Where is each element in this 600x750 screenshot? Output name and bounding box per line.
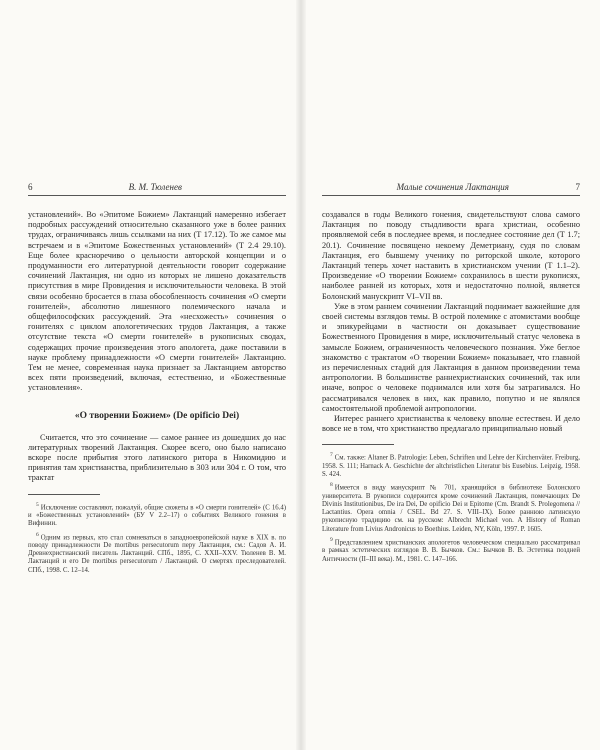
right-page: [322, 182, 580, 566]
footnote-number: 6: [36, 531, 39, 538]
book-gutter: [296, 0, 306, 750]
footnote-text: Одним из первых, кто стал сомневаться в западноевропейской науке в XIX в. по поводу принадлежности De mortibus persecutorum перу Лактанция, см.: Садов А. И. Древнехристианский писатель Лактанций. СПб., 1895, С. XXII–XXV. Тюленев В. М. Лактанций и его De mortibus persecutorum / Лактанций. О смертях преследователей. СПб., 1998. С. 12–14.: [28, 533, 286, 574]
footnote-text: См. также: Altaner B. Patrologie: Leben, Schriften und Lehre der Kirchenväter. Freiburg, 1958. S. 111; Harnack A. Geschichte der altchristlichen Literatur bis Eusebius. Leipzig, 1958. S. 424.: [322, 454, 580, 479]
right-footnote-7: [322, 451, 580, 479]
section-heading: «О творении Божием» (De opificio Dei): [74, 410, 240, 421]
left-footnote-rule: [28, 494, 100, 495]
footnote-number: 9: [330, 536, 333, 543]
left-paragraph-1: установлений». Во «Эпитоме Божием» Лактанций намеренно избегает подробных рассуждений относительно сказанного уже в более ранних трудах, ограничиваясь лишь ссылками на них (Т 17.12). То же самое мы встречаем и в «Эпитоме Божественных установлений» (Т 2.4 29.10). Еще более красноречиво о цельности авторской концепции и о продуманности его литературной деятельности говорит содержание сочинений Лактанция, ни одно из которых не лишено доказательств присутствия в мире Провидения и исключительности человека. В этой связи особенно бросается в глаза обособленность сочинения «О смерти гонителей», абсолютно лишенного полемического начала и общефилософских рассуждений. Эта «несхожесть» сочинения о гонителях с циклом апологетических трудов Лактанция, а также отсутствие текста «О смерти гонителей» в рукописных сводах, содержащих прочие произведения этого апологета, даже поставили в науке проблему принадлежности «О смерти гонителей» Лактанцию. Тем не менее, современная наука признает за Лактанцием авторство всех пяти произведений, включая, естественно, и «Божественные установления».: [28, 210, 286, 393]
right-running-title: Малые сочинения Лактанция: [396, 182, 509, 192]
footnote-text: Имеется в виду манускрипт № 701, хранящийся в библиотеке Болонского университета. В рукописи содержится кроме сочинений Лактанция, помечающих De Divinis Institutionibus, De ira Dei, De opificio Dei и Epitome (Cm. Brandt S. Prolegomena // Lactantius. Opera omnia / CSEL. Bd 27. S. VIII–IX). Более раннюю латинскую рукописную традицию см. на русском: Albrecht Michael von. A History of Roman Literature from Livius Andronicus to Boethius. Leiden, NY, Köln, 1997. P. 1605.: [322, 484, 580, 533]
right-footnote-rule: [322, 444, 394, 445]
footnote-number: 8: [330, 482, 333, 489]
left-page-number: 6: [28, 182, 33, 192]
right-paragraph-1: создавался в годы Великого гонения, свидетельствуют слова самого Лактанция по поводу стыдливости врага христиан, особенно проявляемой себя в последнее время, и последнее состояние дел (Т 1.7; 20.1). Сочинение посвящено некоему Деметриану, судя по словам Лактанция, его бывшему ученику по риторской школе, которого Лактанций теперь хочет наставить в христианском учении (Т 1.1–2). Произведение «О творении Божием» сохранилось в шести рукописях, наиболее ранней из которых, хотя и недостаточно полной, является Болонский манускрипт VI–VII вв.: [322, 210, 580, 301]
right-running-head: [322, 182, 580, 196]
left-running-title: В. М. Тюленев: [128, 182, 182, 192]
left-page: [28, 182, 286, 577]
left-paragraph-2: Считается, что это сочинение — самое раннее из дошедших до нас литературных творений Лактанция. Скорее всего, оно было написано вскоре после прибытия этого латинского ритора в Никомидию и принятия там христианства, приблизительно в 303 или 304 г. О том, что трактат: [28, 432, 286, 483]
right-paragraph-2: Уже в этом раннем сочинении Лактанций поднимает важнейшие для своей системы взглядов темы. В острой полемике с атомистами вообще и эпикурейцами в частности он доказывает существование Божественного Провидения в мире, исключительный статус человека в замысле Божием, ограниченность человеческого познания. Уже беглое знакомство с трактатом «О творении Божием» показывает, что главной из перечисленных стадий для Лактанция в данном произведении тема антропологии. В большинстве раннехристианских сочинений, так или иначе, вопрос о человеке поднимался или хотя бы затрагивался. Но рассматривался человек в них, как правило, попутно и не являлся самостоятельной проблемой антропологии.: [322, 301, 580, 413]
footnote-text: Представлением христианских апологетов человеческом специально рассматривал в рамках эстетических взглядов В. В. Бычков. См.: Бычков В. В. Эстетика поздней Античности (II–III века). М., 1981. С. 147–166.: [322, 539, 580, 563]
footnote-text: Исключение составляют, пожалуй, общие сюжеты в «О смерти гонителей» (С 16.4) и «Божественных установлений» (БУ V 2.2–17) о событиях Великого гонения в Вифинии.: [28, 503, 286, 528]
left-footnote-6: [28, 531, 286, 575]
right-footnote-9: [322, 536, 580, 564]
right-page-number: 7: [575, 182, 580, 192]
right-footnote-8: [322, 481, 580, 533]
left-running-head: [28, 182, 286, 196]
right-paragraph-3: Интерес раннего христианства к человеку вполне естествен. И дело вовсе не в том, что христианство предлагало принципиально новый: [322, 414, 580, 434]
left-footnote-5: [28, 501, 286, 529]
footnote-number: 7: [330, 452, 333, 459]
footnote-number: 5: [36, 501, 39, 508]
